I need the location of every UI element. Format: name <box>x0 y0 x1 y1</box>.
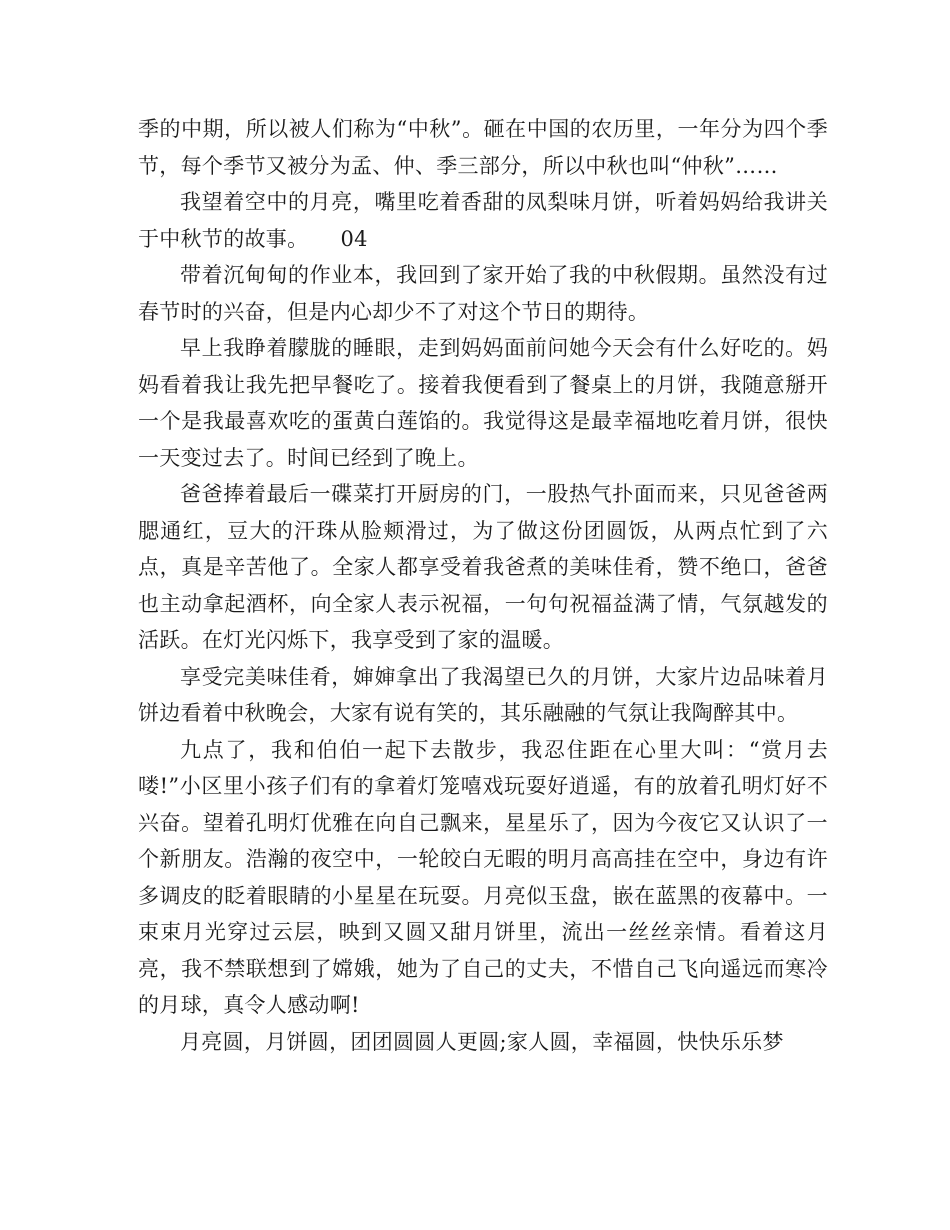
document-body <box>138 111 828 1060</box>
paragraph-reunion-closing: 月亮圆，月饼圆，团团圆圆人更圆;家人圆，幸福圆，快快乐乐梦 <box>180 1029 784 1054</box>
paragraph-moon-story: 我望着空中的月亮，嘴里吃着香甜的凤梨味月饼，听着妈妈给我讲关于中秋节的故事。 04 <box>138 190 828 251</box>
paragraph-morning-mooncake: 早上我睁着朦胧的睡眼，走到妈妈面前问她今天会有什么好吃的。妈妈看着我让我先把早餐吃了。接着我便看到了餐桌上的月饼，我随意掰开一个是我最喜欢吃的蛋黄白莲馅的。我觉得这是最幸福地吃着月饼，很快一天变过去了。时间已经到了晚上。 <box>138 336 828 470</box>
paragraph-family-dinner: 爸爸捧着最后一碟菜打开厨房的门，一股热气扑面而来，只见爸爸两腮通红，豆大的汗珠从脸颊滑过，为了做这份团圆饭，从两点忙到了六点，真是辛苦他了。全家人都享受着我爸煮的美味佳肴，赞不绝口，爸爸也主动拿起酒杯，向全家人表示祝福，一句句祝福益满了情，气氛越发的活跃。在灯光闪烁下，我享受到了家的温暖。 <box>138 482 828 652</box>
paragraph-holiday-start: 带着沉甸甸的作业本，我回到了家开始了我的中秋假期。虽然没有过春节时的兴奋，但是内心却少不了对这个节日的期待。 <box>138 263 828 324</box>
paragraph-moon-viewing: 九点了，我和伯伯一起下去散步，我忍住距在心里大叫：“赏月去喽!”小区里小孩子们有的拿着灯笼嘻戏玩耍好逍遥，有的放着孔明灯好不兴奋。望着孔明灯优雅在向自己飘来，星星乐了，因为今夜它又认识了一个新朋友。浩瀚的夜空中，一轮皎白无暇的明月高高挂在空中，身边有许多调皮的眨着眼睛的小星星在玩耍。月亮似玉盘，嵌在蓝黑的夜幕中。一束束月光穿过云层，映到又圆又甜月饼里，流出一丝丝亲情。看着这月亮，我不禁联想到了嫦娥，她为了自己的丈夫，不惜自己飞向遥远而寒冷的月球，真令人感动啊! <box>138 737 828 1017</box>
paragraph-evening-gala: 享受完美味佳肴，婶婶拿出了我渴望已久的月饼，大家片边品味着月饼边看着中秋晚会，大家有说有笑的，其乐融融的气氛让我陶醉其中。 <box>138 664 828 725</box>
paragraph-mid-autumn-origin: 季的中期，所以被人们称为“中秋”。砸在中国的农历里，一年分为四个季节，每个季节又被分为孟、仲、季三部分，所以中秋也叫“仲秋”…… <box>138 117 828 178</box>
